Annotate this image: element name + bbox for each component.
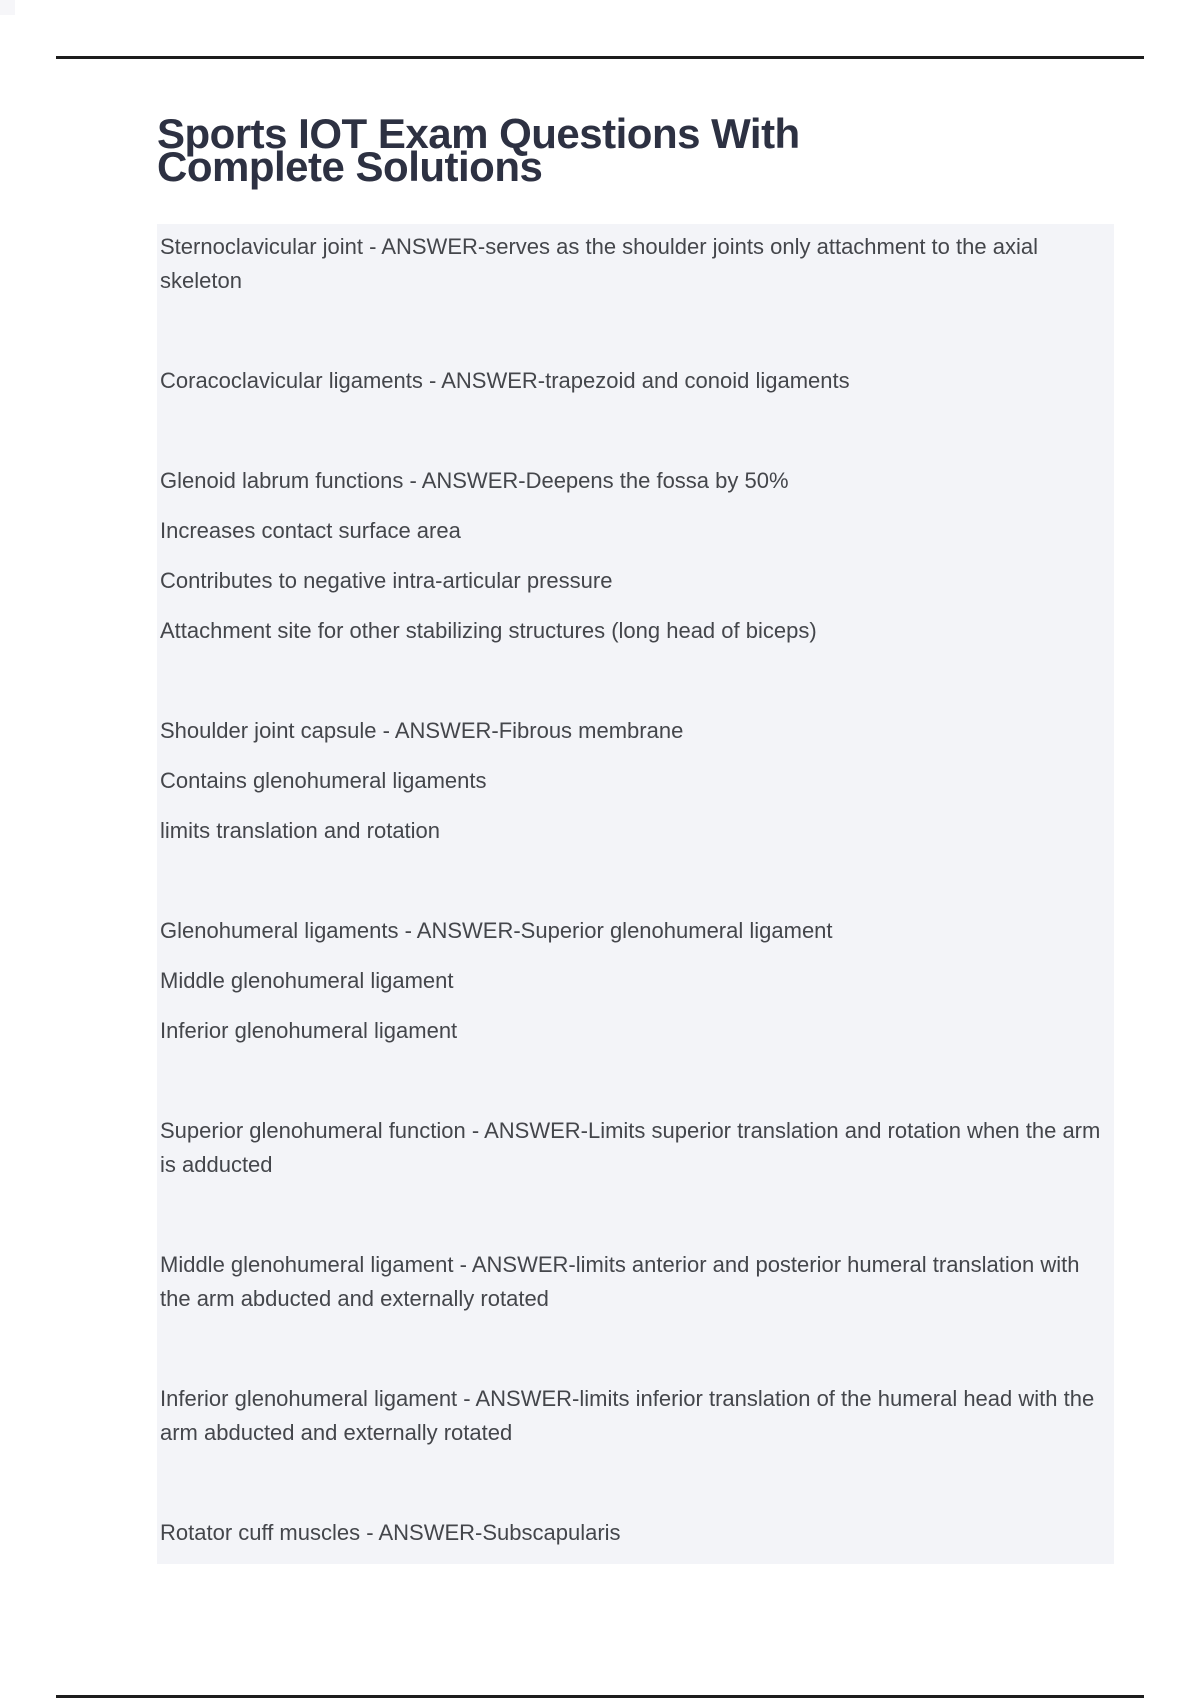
qa-content-panel [157,224,1114,1564]
qa-paragraph: Inferior glenohumeral ligament [160,1018,458,1043]
qa-paragraph: Shoulder joint capsule - ANSWER-Fibrous membrane [160,718,684,743]
qa-paragraph: Middle glenohumeral ligament - ANSWER-limits anterior and posterior humeral translation with the arm abducted and externally rotated [160,1252,1080,1311]
qa-group [160,914,1110,1048]
qa-group [160,714,1110,848]
qa-paragraph: Glenohumeral ligaments - ANSWER-Superior glenohumeral ligament [160,918,833,943]
qa-paragraph: Rotator cuff muscles - ANSWER-Subscapularis [160,1520,621,1545]
qa-paragraph: Attachment site for other stabilizing structures (long head of biceps) [160,618,817,643]
page-title: Sports IOT Exam Questions With Complete Solutions [157,110,800,190]
qa-group [160,230,1110,298]
header-rule [56,56,1144,59]
qa-group [160,1516,1110,1550]
qa-paragraph: limits translation and rotation [160,818,441,843]
qa-paragraph: Contains glenohumeral ligaments [160,768,487,793]
qa-paragraph: Glenoid labrum functions - ANSWER-Deepens the fossa by 50% [160,468,789,493]
qa-group [160,364,1110,398]
qa-paragraph: Superior glenohumeral function - ANSWER-Limits superior translation and rotation when the arm is adducted [160,1118,1101,1177]
footer-rule [56,1695,1144,1698]
qa-paragraph: Inferior glenohumeral ligament - ANSWER-limits inferior translation of the humeral head with the arm abducted and externally rotated [160,1386,1095,1445]
qa-paragraph: Sternoclavicular joint - ANSWER-serves as the shoulder joints only attachment to the axial skeleton [160,234,1038,293]
qa-paragraph: Middle glenohumeral ligament [160,968,454,993]
qa-paragraph: Coracoclavicular ligaments - ANSWER-trapezoid and conoid ligaments [160,368,850,393]
qa-paragraph: Contributes to negative intra-articular pressure [160,568,613,593]
corner-artifact [0,0,15,15]
qa-group [160,1382,1110,1450]
qa-group [160,464,1110,648]
qa-group [160,1248,1110,1316]
qa-paragraph: Increases contact surface area [160,518,461,543]
qa-group [160,1114,1110,1182]
